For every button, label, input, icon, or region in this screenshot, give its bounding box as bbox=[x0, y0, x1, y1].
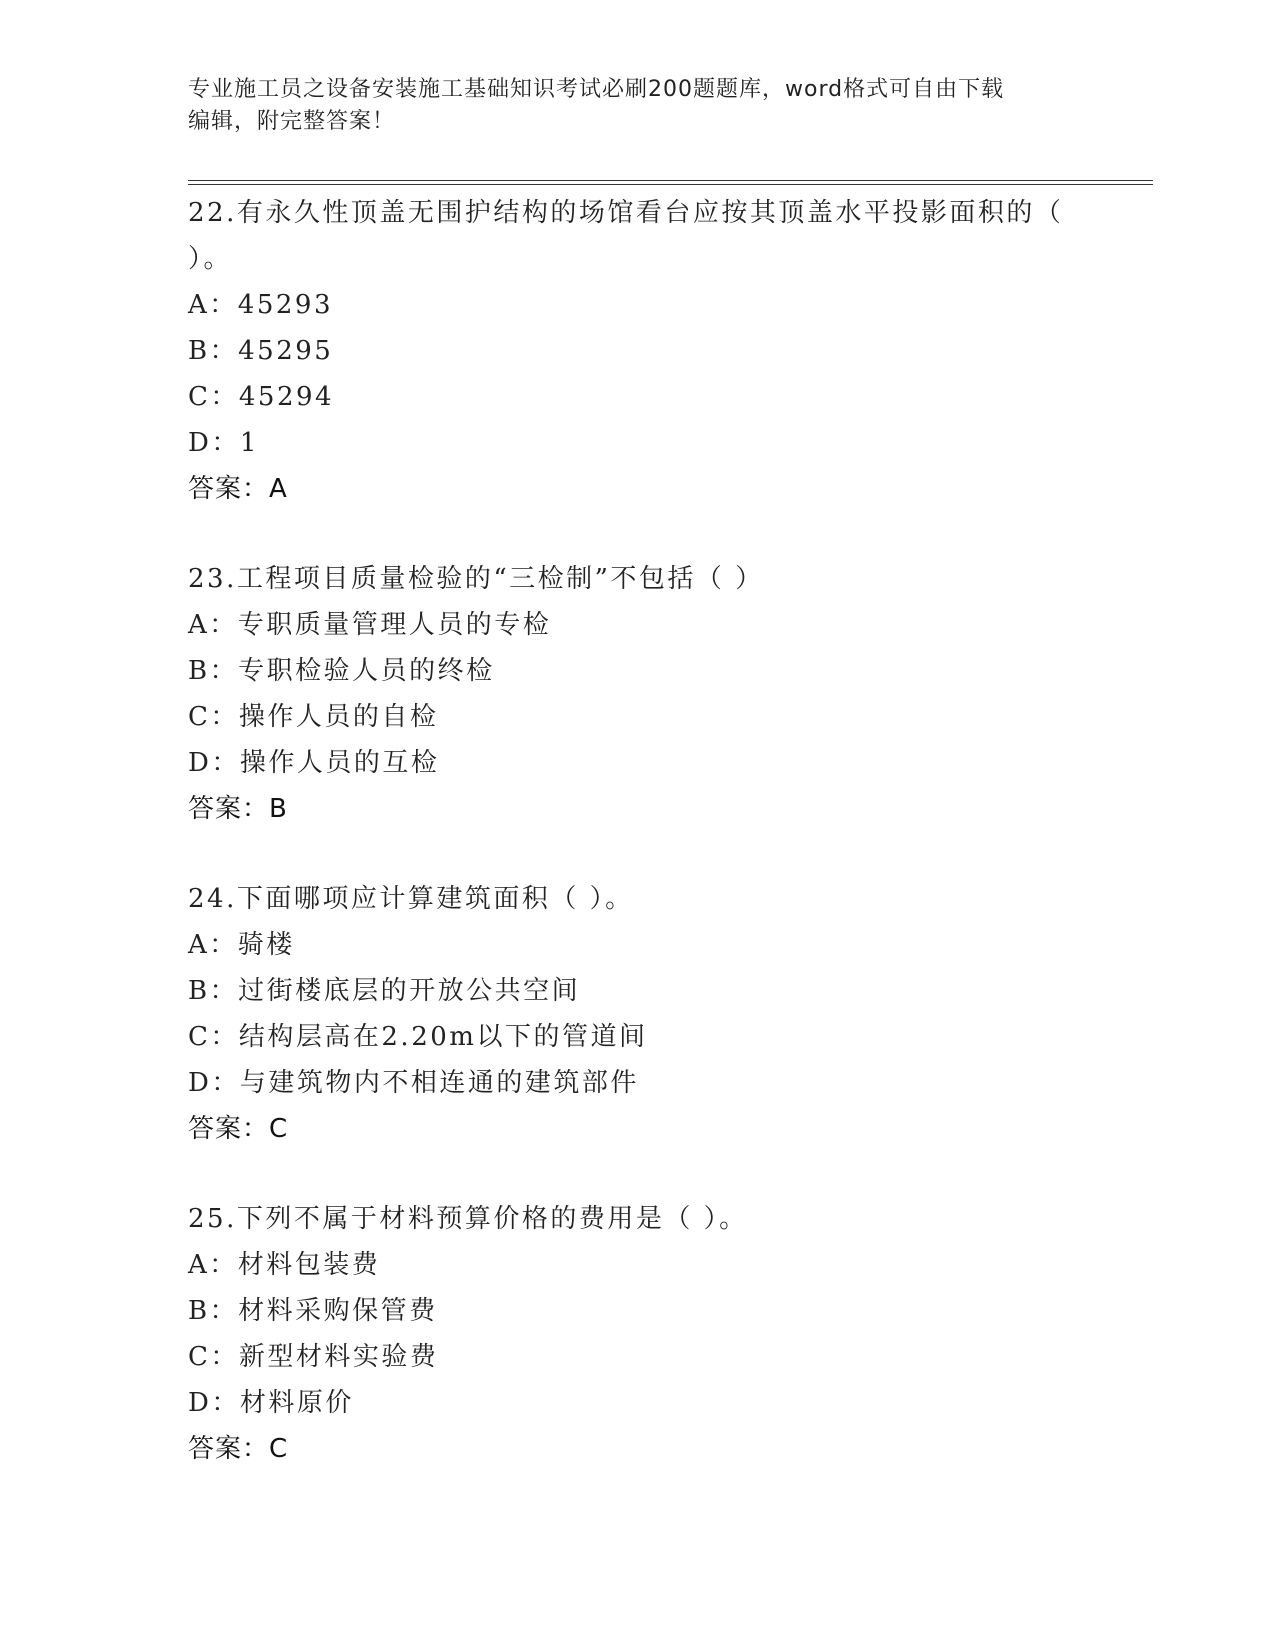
option-c: C：操作人员的自检 bbox=[188, 702, 439, 732]
question-stem: 22.有永久性顶盖无围护结构的场馆看台应按其顶盖水平投影面积的（ bbox=[188, 198, 1064, 228]
document-header bbox=[188, 74, 1068, 138]
option-d: D：材料原价 bbox=[188, 1388, 354, 1418]
question-23 bbox=[188, 556, 1088, 832]
header-line-1: 专业施工员之设备安装施工基础知识考试必刷200题题库，word格式可自由下载 bbox=[188, 77, 1005, 102]
option-a: A：材料包装费 bbox=[188, 1250, 381, 1280]
answer: 答案：A bbox=[188, 474, 288, 504]
question-22 bbox=[188, 190, 1088, 512]
option-b: B：45295 bbox=[188, 336, 334, 366]
header-line-2: 编辑，附完整答案！ bbox=[188, 109, 396, 134]
header-divider-top bbox=[188, 180, 1153, 181]
question-list bbox=[188, 190, 1088, 1472]
option-d: D：与建筑物内不相连通的建筑部件 bbox=[188, 1068, 639, 1098]
question-stem: 23.工程项目质量检验的“三检制”不包括（ ） bbox=[188, 564, 764, 594]
answer: 答案：C bbox=[188, 1114, 289, 1144]
option-a: A：骑楼 bbox=[188, 930, 295, 960]
answer: 答案：B bbox=[188, 794, 288, 824]
question-text bbox=[188, 190, 1068, 282]
option-b: B：专职检验人员的终检 bbox=[188, 656, 495, 686]
question-stem-continuation: ）。 bbox=[188, 244, 233, 274]
option-b: B：材料采购保管费 bbox=[188, 1296, 438, 1326]
question-stem: 25.下列不属于材料预算价格的费用是（ ）。 bbox=[188, 1204, 748, 1234]
question-24 bbox=[188, 876, 1088, 1152]
option-d: D：操作人员的互检 bbox=[188, 748, 440, 778]
spacer bbox=[188, 512, 1088, 556]
question-stem: 24.下面哪项应计算建筑面积（ ）。 bbox=[188, 884, 634, 914]
option-c: C：结构层高在2.20m以下的管道间 bbox=[188, 1022, 648, 1052]
answer: 答案：C bbox=[188, 1434, 289, 1464]
spacer bbox=[188, 832, 1088, 876]
option-c: C：新型材料实验费 bbox=[188, 1342, 439, 1372]
question-25 bbox=[188, 1196, 1088, 1472]
option-c: C：45294 bbox=[188, 382, 335, 412]
spacer bbox=[188, 1152, 1088, 1196]
header-divider-bottom bbox=[188, 184, 1153, 185]
option-d: D：1 bbox=[188, 428, 259, 458]
option-b: B：过街楼底层的开放公共空间 bbox=[188, 976, 581, 1006]
option-a: A：45293 bbox=[188, 290, 333, 320]
option-a: A：专职质量管理人员的专检 bbox=[188, 610, 552, 640]
